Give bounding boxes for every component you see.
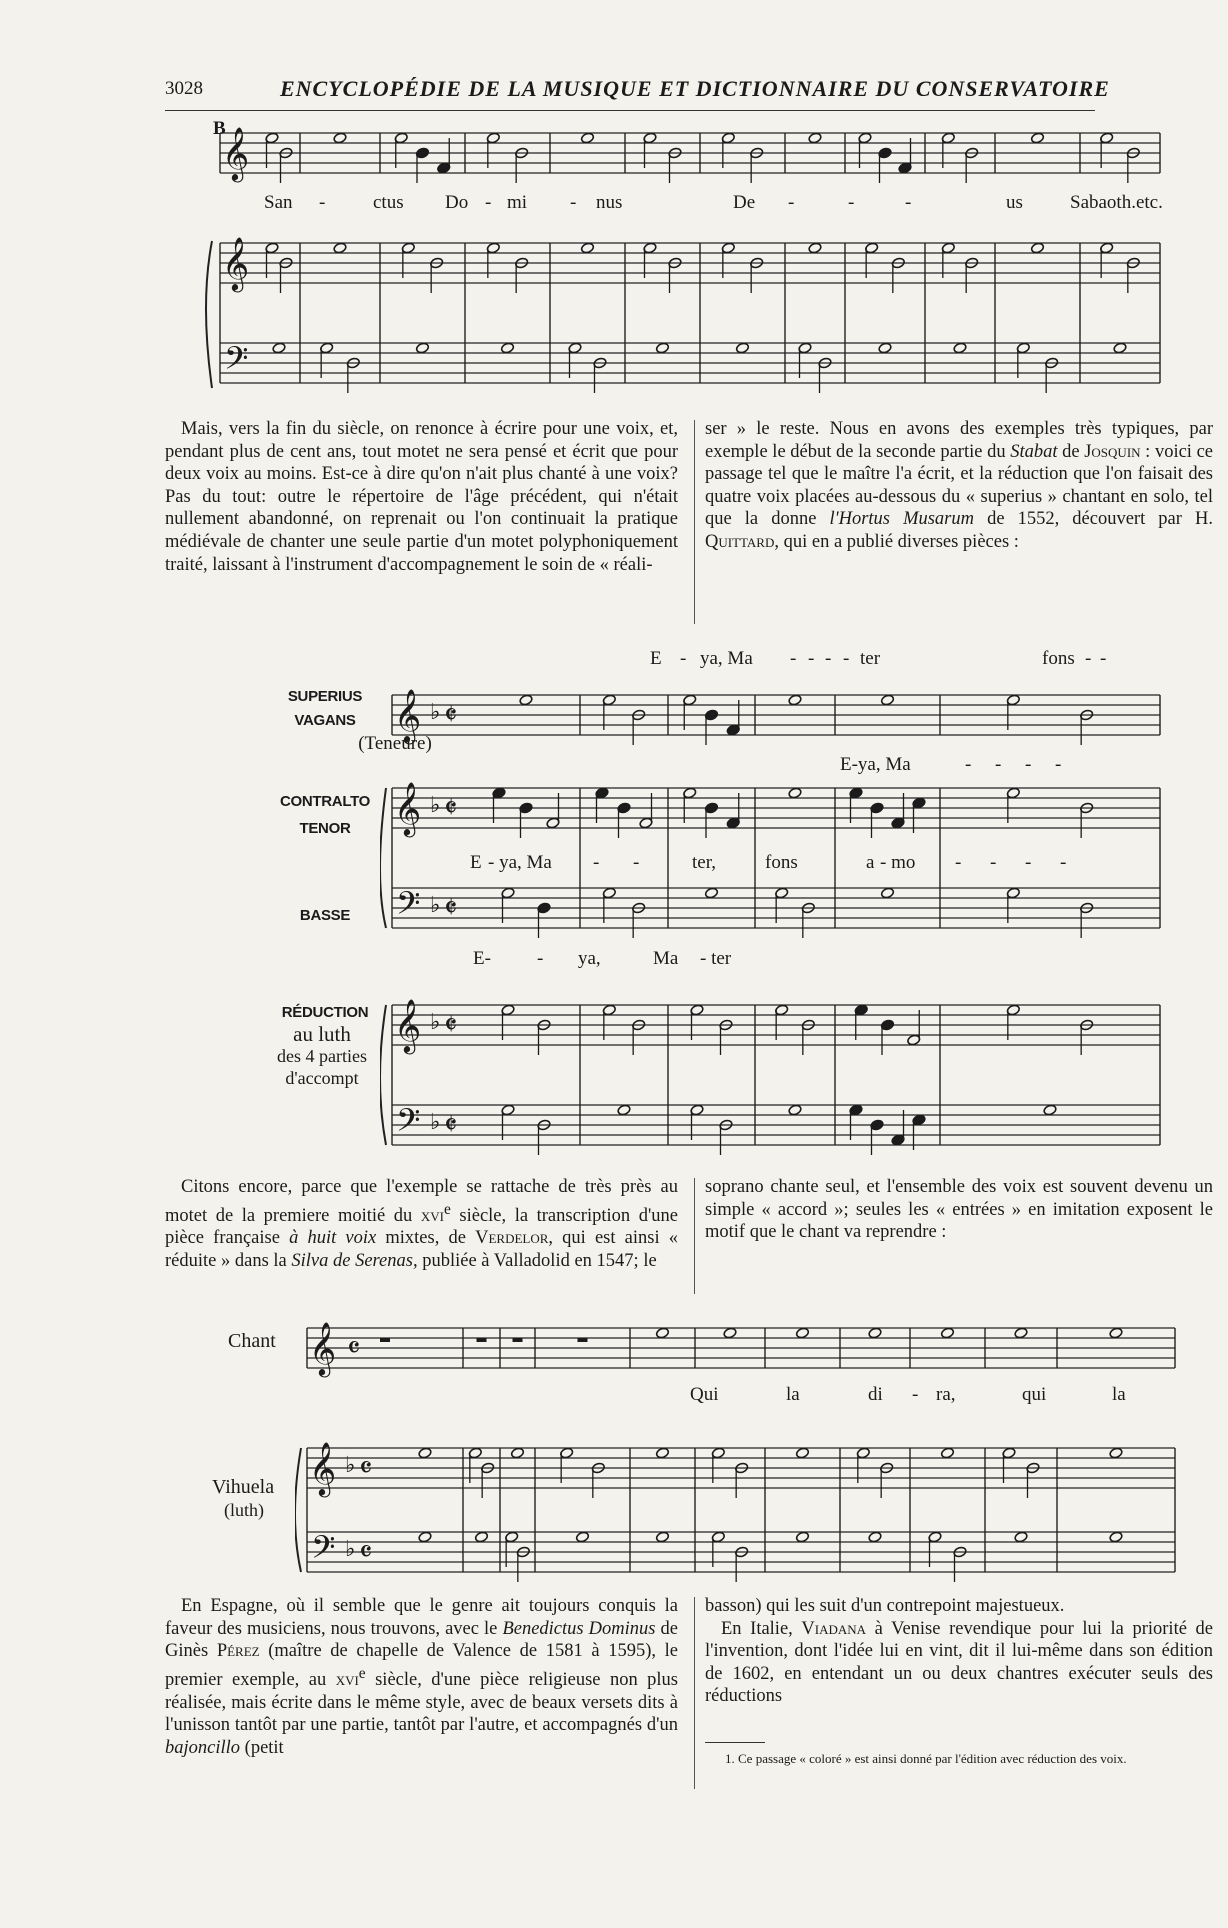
note-head bbox=[418, 1447, 432, 1459]
note-head bbox=[510, 1447, 524, 1459]
paragraph-1-left-text: Mais, vers la fin du siècle, on renonce à écrire pour une voix, et, pendant plus de cent ans, tout motet ne sera pensé et écrit que pour deux voix au moins. Est-ce à dire qu'on n'ait plus chanté à une voix? Pas du tout: outre le répertoire de l'âge précédent, qui n'était nullement abandonné, on reprenait ou l'on continuait la pratique médiévale de chanter une seule partie d'un motet polyphoniquement traité, laissant à l'instrument d'accompagnement le soin de « réali- bbox=[165, 419, 678, 575]
lyric-syllable: la bbox=[1112, 1384, 1126, 1405]
note-head bbox=[655, 1447, 669, 1459]
lyric-syllable: ya, bbox=[578, 948, 601, 969]
label-vagans: VAGANS bbox=[294, 712, 356, 729]
name-quittard: H. Quittard bbox=[705, 509, 1213, 552]
text-run: (maître de chapelle de Valence de 1581 à 1595), le premier exemple, au bbox=[165, 1641, 678, 1690]
note-head bbox=[474, 1531, 488, 1543]
note-head bbox=[1109, 1327, 1123, 1339]
text-run: , qui est ainsi « réduite » dans la bbox=[165, 1228, 679, 1271]
label-contralto: CONTRALTO bbox=[279, 793, 371, 810]
lyric-syllable: - bbox=[990, 852, 997, 873]
note-head bbox=[333, 132, 347, 144]
lyric-syllable: E-ya, Ma bbox=[840, 754, 911, 775]
note-head bbox=[880, 887, 894, 899]
lyric-syllable: qui bbox=[1022, 1384, 1047, 1405]
note-head bbox=[868, 1327, 882, 1339]
title-hortus: l'Hortus Musarum bbox=[829, 509, 974, 530]
column-divider bbox=[694, 1178, 695, 1294]
cut-time-sign: 𝄵 bbox=[444, 1108, 458, 1143]
paragraph-3-right-text-b bbox=[705, 1618, 1213, 1708]
lyric-syllable: Sabaoth.etc. bbox=[1070, 192, 1163, 213]
lyric-syllable: ya, Ma bbox=[700, 648, 753, 669]
paragraph-2-right bbox=[705, 1176, 1213, 1244]
lyric-syllable: - ya, Ma bbox=[488, 852, 552, 873]
note-head bbox=[878, 342, 892, 354]
name-verdelor: Verdelor bbox=[475, 1228, 549, 1249]
label-teneure: (Teneure) bbox=[358, 733, 432, 754]
text-run: En Italie, bbox=[721, 1618, 802, 1639]
name-josquin: Josquin bbox=[1084, 441, 1141, 462]
note-head bbox=[795, 1327, 809, 1339]
bass-clef: 𝄢 bbox=[396, 885, 421, 929]
lyric-syllable: nus bbox=[596, 192, 623, 213]
century-sup: e bbox=[443, 1200, 451, 1218]
note-head bbox=[880, 694, 894, 706]
century: xvi bbox=[420, 1205, 444, 1226]
text-run: de 1552, découvert par bbox=[974, 509, 1195, 530]
flat-sign: ♭ bbox=[430, 893, 441, 918]
note-head bbox=[868, 1531, 882, 1543]
note-head bbox=[940, 1447, 954, 1459]
music-example-b bbox=[205, 118, 1175, 418]
lyric-syllable: ter, bbox=[692, 852, 717, 873]
lyric-syllable: - bbox=[788, 192, 795, 213]
lyric-syllable: - bbox=[995, 754, 1002, 775]
text-run: siècle, la transcription d'une pièce française bbox=[165, 1205, 678, 1249]
brace bbox=[380, 1005, 386, 1145]
flat-sign: ♭ bbox=[430, 700, 441, 725]
lyric-syllable: - bbox=[808, 648, 815, 669]
lyric-syllable: ctus bbox=[373, 192, 404, 213]
note-head bbox=[1113, 342, 1127, 354]
lyric-syllable: - bbox=[1055, 754, 1062, 775]
lyric-syllable: - bbox=[912, 1384, 919, 1405]
text-run: à Venise revendique pour lui la priorité de l'invention, dont l'idée lui en vint, dit il lui-même dans son édition de 1602, en entendant un ou deux chantres exécuter seuls des réductions bbox=[705, 1618, 1213, 1707]
label-reduction: RÉDUCTION bbox=[281, 1004, 369, 1021]
lyric-syllable: - bbox=[485, 192, 492, 213]
column-divider bbox=[694, 1597, 695, 1789]
note-head bbox=[1014, 1531, 1028, 1543]
lyric-syllable: - bbox=[633, 852, 640, 873]
lyric-syllable: us bbox=[1006, 192, 1023, 213]
paragraph-1-left bbox=[165, 418, 678, 576]
text-run: : voici ce passage tel que le maître l'a écrit, et la réduction que l'on faisait des quatre voix placées au-dessous du « superius » chantant en solo, tel que la donne bbox=[705, 441, 1213, 530]
century-sup: e bbox=[358, 1664, 366, 1682]
music-example-stabat bbox=[380, 650, 1180, 1170]
century: xvi bbox=[335, 1669, 359, 1690]
text-run: publiée à Valladolid en 1547; le bbox=[417, 1250, 657, 1271]
note-head bbox=[415, 342, 429, 354]
note-head bbox=[808, 132, 822, 144]
lyric-syllable: - bbox=[965, 754, 972, 775]
paragraph-2-left-text bbox=[165, 1176, 678, 1273]
note-head bbox=[617, 1104, 631, 1116]
footnote bbox=[705, 1750, 1213, 1767]
lyric-syllable: - bbox=[905, 192, 912, 213]
note-head bbox=[655, 1327, 669, 1339]
name-viadana: Viadana bbox=[801, 1618, 867, 1639]
lyric-syllable: - bbox=[825, 648, 832, 669]
treble-clef: 𝄞 bbox=[394, 688, 422, 742]
lyric-syllable: Do bbox=[445, 192, 469, 213]
paragraph-3-right-text-a: basson) qui les suit d'un contrepoint majestueux. bbox=[705, 1596, 1065, 1616]
title-benedictus: Benedictus Dominus bbox=[502, 1618, 656, 1639]
text-run: siècle, d'une pièce religieuse non plus réalisée, mais écrite dans le même style, avec de beaux versets dits à l'unisson tantôt par une partie, tantôt par l'autre, et accompagnés d'un bbox=[165, 1669, 679, 1736]
note-head bbox=[418, 1531, 432, 1543]
rest bbox=[513, 1338, 523, 1342]
label-basse: BASSE bbox=[299, 907, 351, 924]
text-run: de Ginès bbox=[165, 1618, 678, 1662]
page-number: 3028 bbox=[165, 78, 203, 99]
lyric-syllable: a bbox=[866, 852, 875, 873]
lyric-syllable: fons bbox=[1042, 648, 1075, 669]
note-head bbox=[655, 342, 669, 354]
note-head bbox=[333, 242, 347, 254]
note-head bbox=[788, 1104, 802, 1116]
text-run: , qui en a publié diverses pièces : bbox=[774, 531, 1019, 552]
music-example-chant bbox=[295, 1300, 1185, 1590]
lyric-syllable: - bbox=[1100, 648, 1107, 669]
lyric-syllable: - bbox=[680, 648, 687, 669]
cut-time-sign: 𝄵 bbox=[444, 1008, 458, 1043]
lyric-syllable: - bbox=[848, 192, 855, 213]
paragraph-2-left bbox=[165, 1176, 678, 1273]
note-head bbox=[940, 1327, 954, 1339]
lyric-syllable: di bbox=[868, 1384, 883, 1405]
label-luth: (luth) bbox=[224, 1500, 264, 1520]
rest bbox=[477, 1338, 487, 1342]
lyric-syllable: ter bbox=[860, 648, 881, 669]
note-head bbox=[735, 342, 749, 354]
flat-sign: ♭ bbox=[430, 793, 441, 818]
lyric-syllable: fons bbox=[765, 852, 798, 873]
cut-time-sign: 𝄵 bbox=[444, 791, 458, 826]
lyric-syllable: ra, bbox=[936, 1384, 956, 1405]
label-des-parties: des 4 parties bbox=[277, 1046, 367, 1066]
lyric-syllable: - bbox=[955, 852, 962, 873]
note-head bbox=[1030, 242, 1044, 254]
note-head bbox=[1109, 1531, 1123, 1543]
lyric-syllable: - bbox=[843, 648, 850, 669]
treble-clef: 𝄞 bbox=[394, 781, 422, 835]
lyric-syllable: E- bbox=[473, 948, 491, 969]
treble-clef: 𝄞 bbox=[394, 998, 422, 1052]
page-header bbox=[165, 76, 1110, 108]
text-run: Citons encore, parce que l'exemple se rattache de très près au motet de la premiere moitié du bbox=[165, 1177, 678, 1226]
lyric-syllable: - ter bbox=[700, 948, 732, 969]
lyric-syllable: - bbox=[1085, 648, 1092, 669]
word-bajoncillo: bajoncillo bbox=[165, 1737, 241, 1758]
label-accomp: d'accompt bbox=[285, 1068, 359, 1088]
lyric-syllable: - bbox=[319, 192, 326, 213]
note-head bbox=[704, 887, 718, 899]
common-time-sign: 𝄴 bbox=[359, 1535, 373, 1570]
lyric-syllable: De bbox=[733, 192, 756, 213]
lyric-syllable: la bbox=[786, 1384, 800, 1405]
note-head bbox=[953, 342, 967, 354]
label-superius: SUPERIUS bbox=[287, 688, 363, 705]
bass-clef: 𝄢 bbox=[311, 1529, 336, 1573]
footnote-text: 1. Ce passage « coloré » est ainsi donné par l'édition avec réduction des voix. bbox=[725, 1751, 1127, 1766]
lyric-syllable: - bbox=[1025, 852, 1032, 873]
lyric-syllable: Ma bbox=[653, 948, 679, 969]
treble-clef: 𝄞 bbox=[309, 1441, 337, 1495]
brace bbox=[295, 1448, 301, 1572]
title-silva: Silva de Serenas, bbox=[291, 1250, 418, 1271]
text-run: mixtes, de bbox=[376, 1228, 476, 1249]
note-head bbox=[795, 1531, 809, 1543]
common-time-sign: 𝄴 bbox=[347, 1331, 361, 1366]
name-perez: Pérez bbox=[216, 1641, 260, 1662]
text-run: ser » le reste. Nous en avons des exemples très typiques, par exemple le début de la seconde partie du bbox=[705, 419, 1213, 462]
note-head bbox=[575, 1531, 589, 1543]
lyric-syllable: - mo bbox=[880, 852, 916, 873]
note-head bbox=[1030, 132, 1044, 144]
lyric-syllable: E bbox=[470, 852, 482, 873]
note-head bbox=[723, 1327, 737, 1339]
header-rule bbox=[165, 110, 1095, 111]
flat-sign: ♭ bbox=[430, 1110, 441, 1135]
note-head bbox=[795, 1447, 809, 1459]
paragraph-1-right-text bbox=[705, 418, 1213, 554]
rest bbox=[578, 1338, 588, 1342]
flat-sign: ♭ bbox=[345, 1453, 356, 1478]
paragraph-3-left bbox=[165, 1595, 678, 1759]
running-title: ENCYCLOPÉDIE DE LA MUSIQUE ET DICTIONNAIRE DU CONSERVATOIRE bbox=[280, 76, 1110, 101]
brace bbox=[380, 788, 386, 928]
flat-sign: ♭ bbox=[345, 1537, 356, 1562]
lyric-syllable: Qui bbox=[690, 1384, 719, 1405]
lyric-syllable: mi bbox=[507, 192, 528, 213]
paragraph-1-right bbox=[705, 418, 1213, 554]
treble-clef: 𝄞 bbox=[222, 126, 250, 180]
note-head bbox=[580, 132, 594, 144]
huit-voix: à huit voix bbox=[289, 1228, 377, 1249]
cut-time-sign: 𝄵 bbox=[444, 698, 458, 733]
common-time-sign: 𝄴 bbox=[359, 1451, 373, 1486]
paragraph-2-right-text: soprano chante seul, et l'ensemble des voix est souvent devenu un simple « accord »; seules les « entrées » en imitation exposent le motif que le chant va reprendre : bbox=[705, 1177, 1213, 1243]
note-head bbox=[519, 694, 533, 706]
label-tenor: TENOR bbox=[299, 820, 351, 837]
label-chant: Chant bbox=[228, 1330, 276, 1352]
cut-time-sign: 𝄵 bbox=[444, 891, 458, 926]
treble-clef: 𝄞 bbox=[309, 1321, 337, 1375]
lyric-syllable: - bbox=[790, 648, 797, 669]
label-vihuela: Vihuela bbox=[212, 1476, 275, 1498]
brace bbox=[206, 241, 212, 388]
note-head bbox=[808, 242, 822, 254]
lyric-syllable: - bbox=[537, 948, 544, 969]
note-head bbox=[272, 342, 286, 354]
note-head bbox=[580, 242, 594, 254]
lyric-syllable: - bbox=[593, 852, 600, 873]
column-divider bbox=[694, 420, 695, 624]
note-head bbox=[500, 342, 514, 354]
lyric-syllable: E bbox=[650, 648, 662, 669]
paragraph-3-right bbox=[705, 1595, 1213, 1708]
lyric-syllable: - bbox=[1060, 852, 1067, 873]
bass-clef: 𝄢 bbox=[224, 340, 249, 384]
lyric-syllable: - bbox=[570, 192, 577, 213]
footnote-rule bbox=[705, 1742, 765, 1743]
text-run: En Espagne, où il semble que le genre ait toujours conquis la faveur des musiciens, nous trouvons, avec le bbox=[165, 1596, 678, 1639]
rest bbox=[380, 1338, 390, 1342]
text-run: de bbox=[1057, 441, 1085, 462]
paragraph-3-left-text bbox=[165, 1595, 678, 1759]
lyric-syllable: San bbox=[264, 192, 293, 213]
note-head bbox=[1043, 1104, 1057, 1116]
treble-clef: 𝄞 bbox=[222, 236, 250, 290]
example-letter: B bbox=[213, 118, 226, 139]
note-head bbox=[1014, 1327, 1028, 1339]
note-head bbox=[788, 694, 802, 706]
flat-sign: ♭ bbox=[430, 1010, 441, 1035]
note-head bbox=[788, 787, 802, 799]
title-stabat: Stabat bbox=[1010, 441, 1058, 462]
label-au-luth: au luth bbox=[293, 1022, 351, 1046]
note-head bbox=[655, 1531, 669, 1543]
text-run: (petit bbox=[240, 1737, 284, 1758]
lyric-syllable: - bbox=[1025, 754, 1032, 775]
bass-clef: 𝄢 bbox=[396, 1102, 421, 1146]
note-head bbox=[1109, 1447, 1123, 1459]
